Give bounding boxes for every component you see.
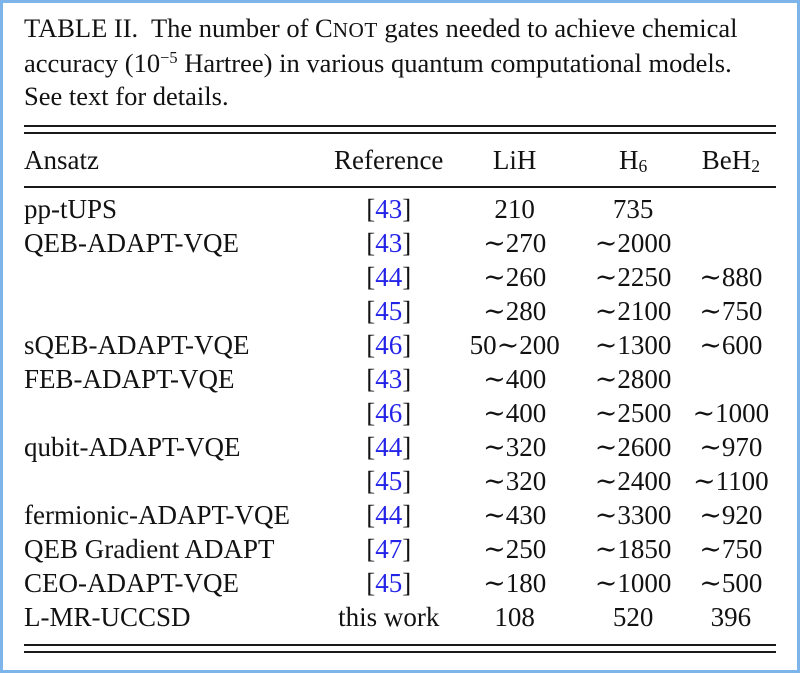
cell-lih: ∼400	[483, 398, 547, 428]
cell-h6: 735	[612, 194, 654, 224]
exponent: −5	[160, 47, 178, 67]
citation-link[interactable]: 45	[375, 466, 403, 496]
cell-ansatz: FEB-ADAPT-VQE	[24, 364, 235, 394]
cell-reference	[329, 566, 449, 600]
cell-ansatz: pp-tUPS	[24, 194, 118, 224]
cell-ansatz	[24, 396, 329, 430]
cell-h6: ∼2100	[594, 296, 672, 326]
cell-ansatz	[24, 464, 329, 498]
caption-label: TABLE II.	[24, 13, 139, 43]
cell-ansatz: CEO-ADAPT-VQE	[24, 568, 239, 598]
cell-beh2	[686, 187, 776, 226]
cell-beh2: ∼1100	[693, 466, 769, 496]
citation-link[interactable]: 44	[375, 262, 403, 292]
cell-lih: ∼400	[483, 364, 547, 394]
column-header-lih: LiH	[449, 141, 581, 187]
cell-ansatz: qubit-ADAPT-VQE	[24, 432, 241, 462]
citation-link[interactable]: 43	[375, 194, 403, 224]
table-row	[24, 498, 776, 532]
cell-beh2: ∼880	[699, 262, 763, 292]
table-row	[24, 566, 776, 600]
cell-reference	[329, 532, 449, 566]
cell-reference	[329, 226, 449, 260]
cell-ansatz: L-MR-UCCSD	[24, 602, 191, 632]
cell-lih: ∼320	[483, 466, 547, 496]
cell-lih: 210	[494, 194, 535, 224]
cell-h6: ∼2800	[594, 364, 672, 394]
table-row	[24, 532, 776, 566]
cell-reference	[329, 260, 449, 294]
cell-h6: ∼2000	[594, 228, 672, 258]
cnot-smallcaps: CNOT	[315, 13, 378, 43]
cell-ansatz: sQEB-ADAPT-VQE	[24, 330, 250, 360]
cell-reference	[329, 600, 449, 634]
double-rule-top	[24, 125, 776, 134]
citation-link[interactable]: 45	[375, 568, 403, 598]
citation-link[interactable]: 44	[375, 432, 403, 462]
cell-reference	[329, 187, 449, 226]
citation-link[interactable]: 43	[375, 364, 403, 394]
cell-reference	[329, 328, 449, 362]
bracket-close: ]	[402, 466, 412, 496]
cell-reference	[329, 498, 449, 532]
cell-beh2	[686, 362, 776, 396]
column-header-ansatz: Ansatz	[24, 141, 329, 187]
bracket-close: ]	[402, 330, 412, 360]
cell-beh2: 396	[710, 602, 752, 632]
bracket-close: ]	[402, 296, 412, 326]
cell-lih: ∼320	[483, 432, 547, 462]
cell-reference	[329, 430, 449, 464]
bracket-open: [	[366, 364, 376, 394]
bracket-open: [	[366, 432, 376, 462]
table-row	[24, 226, 776, 260]
bracket-open: [	[366, 568, 376, 598]
cell-lih: 50∼200	[469, 330, 560, 360]
bracket-close: ]	[402, 398, 412, 428]
cell-beh2: ∼500	[699, 568, 763, 598]
bracket-close: ]	[402, 568, 412, 598]
cell-h6: ∼3300	[594, 500, 672, 530]
bracket-close: ]	[402, 262, 412, 292]
bracket-close: ]	[402, 364, 412, 394]
caption-text: TABLE II. The number of CNOT gates needed to achieve chemical accuracy ($10^{-5}$ Hartree) in various quantum computational models. See text for details.	[24, 13, 738, 111]
cell-beh2: ∼970	[699, 432, 763, 462]
bracket-open: [	[366, 296, 376, 326]
citation-link[interactable]: 46	[375, 398, 403, 428]
table-caption	[24, 12, 776, 113]
cell-h6: ∼2400	[594, 466, 672, 496]
table-row	[24, 464, 776, 498]
cell-reference	[329, 362, 449, 396]
cell-beh2	[686, 226, 776, 260]
table-row	[24, 362, 776, 396]
citation-link[interactable]: 44	[375, 500, 403, 530]
cell-h6: ∼2500	[594, 398, 672, 428]
cell-lih: ∼270	[483, 228, 547, 258]
bracket-close: ]	[402, 194, 412, 224]
cell-h6: 520	[612, 602, 654, 632]
column-header-reference: Reference	[329, 141, 449, 187]
cell-lih: 108	[494, 602, 535, 632]
bracket-open: [	[366, 330, 376, 360]
bracket-open: [	[366, 228, 376, 258]
citation-link[interactable]: 45	[375, 296, 403, 326]
cell-h6: ∼1300	[594, 330, 672, 360]
reference-text: this work	[338, 602, 440, 632]
cell-beh2: ∼750	[699, 534, 763, 564]
cell-beh2: ∼1000	[692, 398, 770, 428]
cell-lih: ∼260	[483, 262, 547, 292]
cell-ansatz	[24, 294, 329, 328]
column-header-beh2: BeH$_2$	[686, 141, 776, 187]
cell-lih: ∼280	[483, 296, 547, 326]
cell-reference	[329, 294, 449, 328]
citation-link[interactable]: 46	[375, 330, 403, 360]
bracket-open: [	[366, 398, 376, 428]
cell-lih: ∼430	[483, 500, 547, 530]
cell-lih: ∼250	[483, 534, 547, 564]
cell-h6: ∼2600	[594, 432, 672, 462]
bracket-close: ]	[402, 228, 412, 258]
citation-link[interactable]: 47	[375, 534, 403, 564]
cell-h6: ∼1000	[594, 568, 672, 598]
cell-beh2: ∼750	[699, 296, 763, 326]
cell-ansatz	[24, 260, 329, 294]
table-row	[24, 187, 776, 226]
table-row	[24, 294, 776, 328]
header-row	[24, 141, 776, 187]
bracket-close: ]	[402, 500, 412, 530]
bracket-open: [	[366, 194, 376, 224]
cell-lih: ∼180	[483, 568, 547, 598]
citation-link[interactable]: 43	[375, 228, 403, 258]
table-row	[24, 260, 776, 294]
cell-h6: ∼1850	[594, 534, 672, 564]
table-row	[24, 396, 776, 430]
bracket-close: ]	[402, 432, 412, 462]
cnot-gates-table	[24, 141, 776, 634]
cell-reference	[329, 464, 449, 498]
bracket-open: [	[366, 466, 376, 496]
table-row	[24, 328, 776, 362]
double-rule-bottom	[24, 644, 776, 653]
bracket-open: [	[366, 262, 376, 292]
cell-ansatz: QEB Gradient ADAPT	[24, 534, 275, 564]
cell-ansatz: QEB-ADAPT-VQE	[24, 228, 239, 258]
column-header-h6: $H_6$	[580, 141, 685, 187]
cell-reference	[329, 396, 449, 430]
bracket-open: [	[366, 500, 376, 530]
cell-ansatz: fermionic-ADAPT-VQE	[24, 500, 290, 530]
table-row	[24, 430, 776, 464]
table-row	[24, 600, 776, 634]
bracket-close: ]	[402, 534, 412, 564]
cell-beh2: ∼920	[699, 500, 763, 530]
cell-beh2: ∼600	[699, 330, 763, 360]
bracket-open: [	[366, 534, 376, 564]
cell-h6: ∼2250	[594, 262, 672, 292]
